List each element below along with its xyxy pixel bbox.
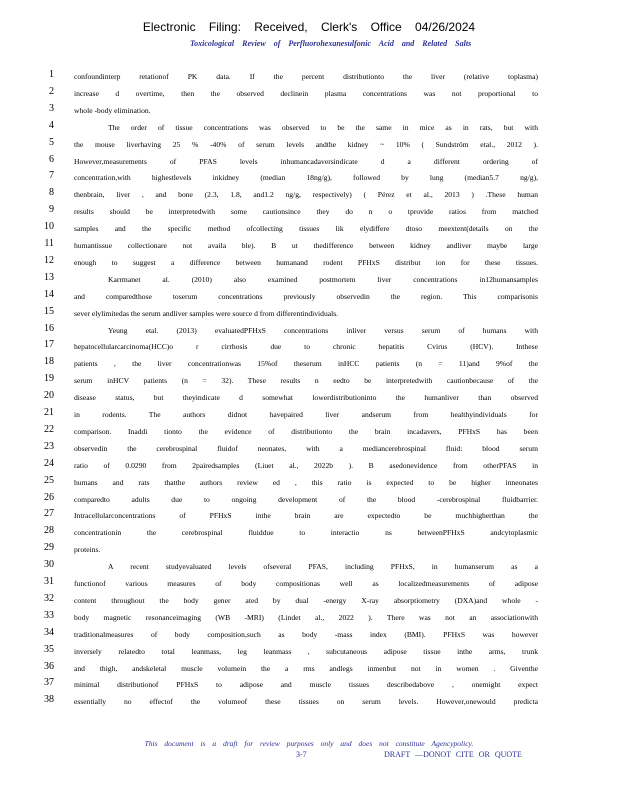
text-line [0,575,618,592]
line-number: 4 [49,119,54,131]
line-number: 29 [44,542,54,554]
line-text: traditionalmeasures of body composition,such as body -mass index (BMI). PFHxS was however [74,629,538,639]
text-line [0,68,618,85]
filing-stamp: Electronic Filing: Received, Clerk's Office 04/26/2024 [142,20,476,34]
line-text: essentially no effectof the volumeof these tissues on serum levels. However,onewould predicta [74,697,538,707]
line-number: 7 [49,170,54,182]
text-line [0,389,618,406]
line-number: 33 [44,609,54,621]
line-text: disease status, but theyindicate d somewhat lowerdistributioninto the humanliver than observed [74,393,538,403]
line-text: the mouse liverhaving 25 % -40% of serum levels andthe kidney ~ 10% ( Sundström etal., 2012 ). [74,139,538,149]
text-line [0,524,618,541]
line-text: Karrmanet al. (2010) also examined postmortem liver concentrations in12humansamples [108,274,538,284]
line-text: sever elylimitedas the serum andliver samples were source d from differentindividuals. [74,308,339,318]
line-number: 26 [44,491,54,503]
line-text: humantissue collectionare not availa ble). B ut thedifference between kidney andliver maybe large [74,241,538,250]
line-number: 16 [44,322,54,334]
line-number: 23 [44,440,54,452]
line-text: ratio of 0.0290 from 2pairedsamples (Liuet al., 2022b ). B asedonevidence from otherPFAS in [74,460,538,470]
text-line [0,491,618,508]
line-number: 11 [44,238,54,249]
line-number: 15 [44,305,54,317]
text-line [0,693,618,710]
line-number: 8 [49,187,54,199]
line-text: and comparedthose toserum concentrations previously observedin the region. This comparisonis [74,291,538,301]
text-line [0,541,618,558]
text-line [0,660,618,677]
text-line [0,609,618,626]
line-number: 34 [44,626,54,638]
line-text: functionof various measures of body compositionas well as localizedmeasurements of adipose [74,579,538,588]
line-text: patients , the liver concentrationwas 15%of theserum inHCC patients (n = 11)and 9%of the [74,359,538,369]
line-text: comparison. Inaddi tionto the evidence of distributionto the brain incadavers, PFHxS has been [74,426,538,436]
text-line [0,558,618,575]
text-line [0,372,618,389]
line-number: 5 [49,136,54,148]
draft-disclaimer: This document is a draft for review purposes only and does not constitute Agencypolicy. [144,739,474,748]
line-text: Intracellularconcentrations of PFHxS inthe brain are expectedto be muchhigherthan the [74,511,538,521]
text-line [0,186,618,203]
draft-notice: DRAFT —DONOT CITE OR QUOTE [384,750,522,759]
line-number: 21 [44,407,54,418]
line-number: 31 [44,576,54,587]
text-line [0,153,618,170]
text-line [0,203,618,220]
line-text: hepatocellularcarcinoma(HCC)o r cirrhosis due to chronic hepatitis Cvirus (HCV). Inthese [74,342,538,352]
text-line [0,474,618,491]
text-line [0,305,618,322]
text-line [0,136,618,153]
line-text: in rodents. The authors didnot havepaired liver andserum from healthyindividuals for [74,410,538,419]
text-line [0,102,618,119]
line-text: samples and the specific method ofcollecting tissues lik elydiffere dtoso meextent(details on the [74,224,538,234]
text-line [0,288,618,305]
text-line [0,440,618,457]
page-number: 3-7 [296,750,307,759]
running-title: Toxicological Review of Perfluorohexanesulfonic Acid and Related Salts [190,39,472,48]
text-line [0,322,618,339]
line-number: 19 [44,373,54,385]
line-number: 17 [44,339,54,351]
line-number: 25 [44,474,54,486]
line-number: 18 [44,356,54,368]
line-text: The order of tissue concentrations was observed to be the same in mice as in rats, but with [108,122,538,132]
line-text: observedin the cerebrospinal fluidof neonates, with a mediancerebrospinal fluid: blood serum [74,443,538,453]
line-text: thenbrain, liver , and bone (2.3, 1.8, and1.2 ng/g, respectively) ( Pérez et al., 2013 ) .These human [74,190,538,200]
line-text: Yeung etal. (2013) evaluatedPFHxS concentrations inliver versus serum of humans with [108,325,538,335]
line-number: 35 [44,643,54,655]
line-text: proteins. [74,545,101,555]
text-line [0,237,618,254]
line-number: 32 [44,592,54,604]
line-text: A recent studyevaluated levels ofseveral PFAS, including PFHxS, in humanserum as a [108,562,538,572]
text-line [0,119,618,136]
line-number: 30 [44,559,54,571]
text-line [0,676,618,693]
line-text: inversely relatedto total leanmass, leg leanmass , subcutaneous adipose tissue inthe arms, trunk [74,646,538,656]
line-number: 38 [44,694,54,706]
text-line [0,457,618,474]
line-text: whole -body elimination. [74,105,151,115]
line-text: results should be interpretedwith some cautionsince they do n o tprovide ratios from matched [74,207,538,217]
line-text: humans and rats thatthe authors review ed , this ratio is expected to be higher inneonates [74,477,538,487]
line-text: minimal distributionof PFHxS to adipose and muscle tissues describedabove , onemight expect [74,680,538,690]
text-line [0,406,618,423]
line-number: 1 [49,69,54,80]
line-number: 10 [44,221,54,233]
line-number: 14 [44,288,54,300]
text-line [0,643,618,660]
line-number: 12 [44,254,54,266]
text-line [0,626,618,643]
line-number: 24 [44,457,54,469]
line-text: enough to suggest a difference between humanand rodent PFHxS distribut ion for these tissues. [74,257,538,267]
text-line [0,507,618,524]
line-text: confoundinterp retationof PK data. If the percent distributionto the liver (relative toplasma) [74,72,538,81]
line-number: 2 [49,85,54,97]
line-text: serum inHCV patients (n = 32). These results n eedto be interpretedwith cautionbecause of the [74,376,538,386]
text-line [0,355,618,372]
line-text: concentration,with highestlevels inkidney (median 18ng/g), followed by lung (median5.7 ng/g), [74,173,538,183]
line-text: concentrationin the cerebrospinal fluiddue to interactio ns betweenPFHxS andcytoplasmic [74,528,538,538]
text-line [0,169,618,186]
line-text: comparedto adults due to ongoing development of the blood -cerebrospinal fluidbarrier. [74,494,538,504]
line-number: 3 [49,102,54,114]
line-number: 36 [44,660,54,672]
line-text: increase d overtime, then the observed declinein plasma concentrations was not proportional to [74,88,538,98]
text-line [0,338,618,355]
line-number: 6 [49,153,54,165]
line-text: content throughout the body gener ated by dual -energy X-ray absorptiometry (DXA)and whole - [74,595,538,605]
line-number: 28 [44,525,54,537]
text-line [0,423,618,440]
text-line [0,85,618,102]
line-number: 37 [44,677,54,689]
text-line [0,271,618,288]
line-number: 22 [44,423,54,435]
text-line [0,220,618,237]
line-text: body magnetic resonanceimaging (WB -MRI) (Lindet al., 2022 ). There was not an associationwith [74,612,538,622]
line-number: 20 [44,390,54,402]
line-number: 13 [44,271,54,283]
text-line [0,592,618,609]
line-number: 27 [44,508,54,520]
line-text: However,measurements of PFAS levels inhumancadaversindicate d a different ordering of [74,156,538,166]
text-line [0,254,618,271]
line-text: and thigh, andskeletal muscle volumein the a rms andlegs inmenbut not in women . Giventhe [74,663,538,673]
line-number: 9 [49,204,54,216]
